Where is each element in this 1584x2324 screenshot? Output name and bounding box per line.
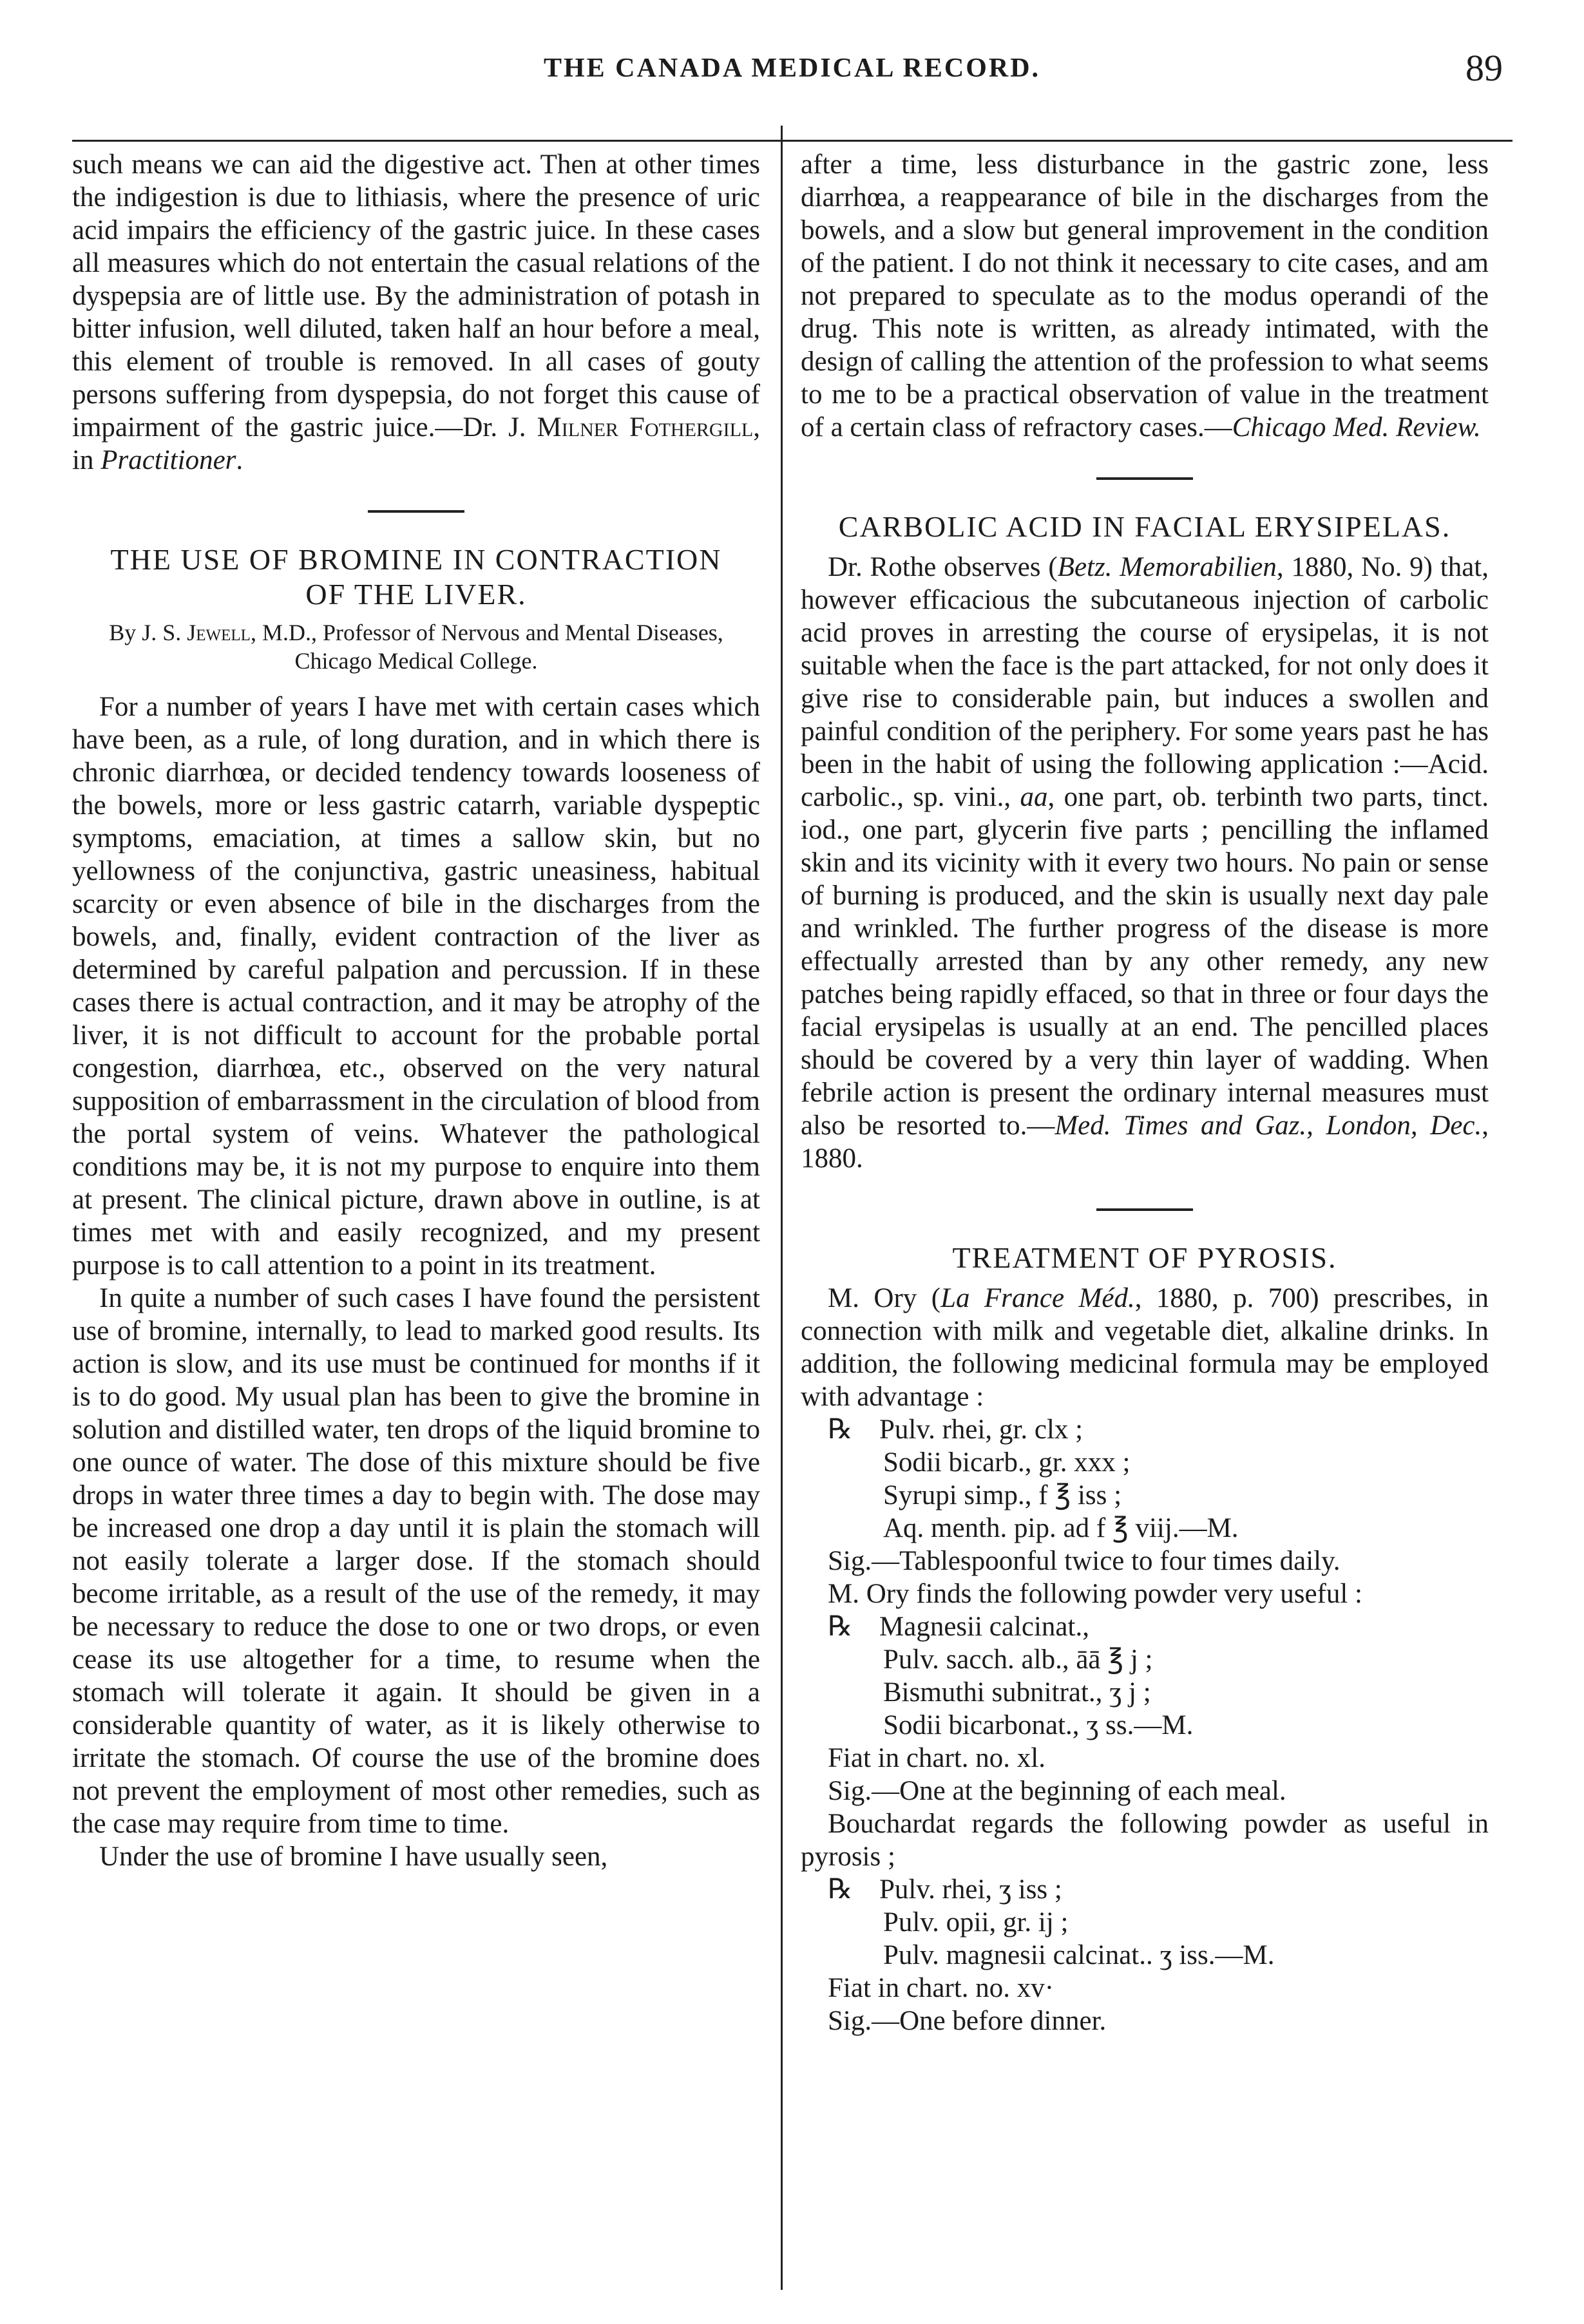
carbolic-citation: Med. Times and Gaz., London, Dec.: [1054, 1110, 1482, 1141]
bromine-continuation: after a time, less disturbance in the gastric zone, less diarrhœa, a reappearance of bile in the discharges from the bowels, and a slow but general improvement in the condition of the patient. I do not think it necessary to cite cases, and am not prepared to speculate as to the modus operandi of the drug. This note is written, as already intimated, with the design of calling the attention of the profession to what seems to me to be a practical observation of value in the treatment of a certain class of refractory cases.—Chicago Med. Review.: [801, 149, 1489, 443]
rx-line: Pulv. sacch. alb., āā ℥ j ;: [883, 1644, 1153, 1675]
prescription-2: [801, 1610, 1489, 1807]
rx-line: ℞ Magnesii calcinat.,: [828, 1612, 1089, 1642]
bromine-paragraph-3: Under the use of bromine I have usually seen,: [99, 1842, 608, 1872]
rx-signature: Sig.—One at the beginning of each meal.: [828, 1776, 1286, 1806]
rx-fiat: Fiat in chart. no. xv·: [828, 1973, 1054, 2003]
page-number: 89: [1465, 47, 1503, 89]
right-column: [801, 148, 1489, 2037]
rx-line: ℞ Pulv. rhei, gr. clx ;: [828, 1414, 1083, 1445]
article-title-pyrosis: TREATMENT OF PYROSIS.: [952, 1241, 1337, 1274]
rx-line: ℞ Pulv. rhei, ʒ iss ;: [828, 1874, 1062, 1905]
header-rule: [72, 140, 1512, 142]
bromine-paragraph-1: For a number of years I have met with certain cases which have been, as a rule, of long duration, and in which there is chronic diarrhœa, or decided tendency towards looseness of the bowels, more or less gastric catarrh, variable dyspeptic symptoms, emaciation, at times a sallow skin, but no yellowness of the conjunctiva, gastric uneasiness, habitual scarcity or even absence of bile in the discharges from the bowels, and, finally, evident contraction of the liver as determined by careful palpation and percussion. If in these cases there is actual contraction, and it may be atrophy of the liver, it is not difficult to account for the probable portal congestion, diarrhœa, etc., observed on the very natural supposition of embarrassment in the circulation of blood from the portal system of veins. Whatever the pathological conditions may be, it is not my purpose to enquire into them at present. The clinical picture, drawn above in outline, is at times met with and easily recognized, and my present purpose is to call attention to a point in its treatment.: [72, 692, 760, 1281]
prescription-1: [801, 1413, 1489, 1610]
column-divider: [781, 126, 783, 2290]
section-separator: [1096, 1208, 1193, 1211]
section-separator: [368, 510, 464, 513]
rx-line: Bismuthi subnitrat., ʒ j ;: [883, 1677, 1151, 1708]
article-title-bromine: THE USE OF BROMINE IN CONTRACTION OF THE LIVER.: [110, 543, 722, 611]
prescription-3: [801, 1873, 1489, 2037]
carbolic-paragraph: Dr. Rothe observes (Betz. Memorabilien, 1880, No. 9) that, however efficacious the subcutaneous injection of carbolic acid proves in arresting the course of erysipelas, it is not suitable when the face is the part attacked, for not only does it give rise to considerable pain, but induces a swollen and painful condition of the periphery. For some years past he has been in the habit of using the following application :—Acid. carbolic., sp. vini., aa, one part, ob. terbinth two parts, tinct. iod., one part, glycerin five parts ; pencilling the inflamed skin and its vicinity with it every two hours. No pain or sense of burning is produced, and the skin is usually next day pale and wrinkled. The further progress of the disease is more effectually arrested than by any other remedy, any new patches being rapidly effaced, so that in three or four days the facial erysipelas is usually at an end. The pencilled places should be covered by a very thin layer of wadding. When febrile action is present the ordinary internal measures must also be resorted to.—Med. Times and Gaz., London, Dec., 1880.: [801, 552, 1489, 1174]
left-column: [72, 148, 760, 1873]
rx-line: Sodii bicarbonat., ʒ ss.—M.: [883, 1710, 1194, 1740]
rx-line: Syrupi simp., f ℥ iss ;: [883, 1480, 1122, 1510]
rx-line: Pulv. opii, gr. ij ;: [883, 1907, 1069, 1938]
intro-author: Milner Fothergill: [537, 412, 754, 443]
page-header: [0, 46, 1584, 104]
bouchardat-note: Bouchardat regards the following powder as useful in pyrosis ;: [801, 1809, 1489, 1872]
rx-fiat: Fiat in chart. no. xl.: [828, 1743, 1045, 1773]
rx-symbol: ℞: [828, 1612, 853, 1642]
continuation-source: Chicago Med. Review.: [1232, 412, 1481, 443]
rx-symbol: ℞: [828, 1414, 853, 1445]
rx-line: Aq. menth. pip. ad f ℥ viij.—M.: [883, 1513, 1239, 1543]
rx-line: Sodii bicarb., gr. xxx ;: [883, 1447, 1131, 1478]
intro-paragraph: such means we can aid the digestive act. Then at other times the indigestion is due to lithiasis, where the presence of uric acid impairs the efficiency of the gastric juice. In these cases all measures which do not entertain the casual relations of the dyspepsia are of little use. By the administration of potash in bitter infusion, well diluted, taken half an hour before a meal, this element of trouble is removed. In all cases of gouty persons suffering from dyspepsia, do not forget this cause of impairment of the gastric juice.—Dr. J. Milner Fothergill, in Practitioner.: [72, 149, 760, 475]
rx-symbol: ℞: [828, 1874, 853, 1905]
rx-signature: Sig.—One before dinner.: [828, 2006, 1107, 2036]
article-byline: By J. S. Jewell, M.D., Professor of Nervous and Mental Diseases, Chicago Medical College.: [109, 620, 723, 674]
pyrosis-intro: M. Ory (La France Méd., 1880, p. 700) prescribes, in connection with milk and vegetable diet, alkaline drinks. In addition, the following medicinal formula may be employed with advantage :: [801, 1283, 1489, 1412]
section-separator: [1096, 477, 1193, 480]
bromine-paragraph-2: In quite a number of such cases I have found the persistent use of bromine, internally, to lead to marked good results. Its action is slow, and its use must be continued for months if it is to do good. My usual plan has been to give the bromine in solution and distilled water, ten drops of the liquid bromine to one ounce of water. The dose of this mixture should be five drops in water three times a day to begin with. The dose may be increased one drop a day until it is plain the stomach will not easily tolerate a larger dose. If the stomach should become irritable, as a result of the use of the remedy, it may be necessary to reduce the dose to one or two drops, or even cease its use altogether for a time, to resume when the stomach will tolerate it again. It should be given in a considerable quantity of water, as it is likely otherwise to irritate the stomach. Of course the use of the bromine does not prevent the employment of most other remedies, such as the case may require from time to time.: [72, 1283, 760, 1839]
intro-source: Practitioner: [100, 445, 236, 475]
rx-note: M. Ory finds the following powder very useful :: [828, 1579, 1362, 1609]
article-title-carbolic: CARBOLIC ACID IN FACIAL ERYSIPELAS.: [838, 510, 1451, 543]
running-title: THE CANADA MEDICAL RECORD.: [543, 53, 1041, 83]
rx-signature: Sig.—Tablespoonful twice to four times daily.: [828, 1546, 1341, 1576]
rx-line: Pulv. magnesii calcinat.. ʒ iss.—M.: [883, 1940, 1275, 1970]
